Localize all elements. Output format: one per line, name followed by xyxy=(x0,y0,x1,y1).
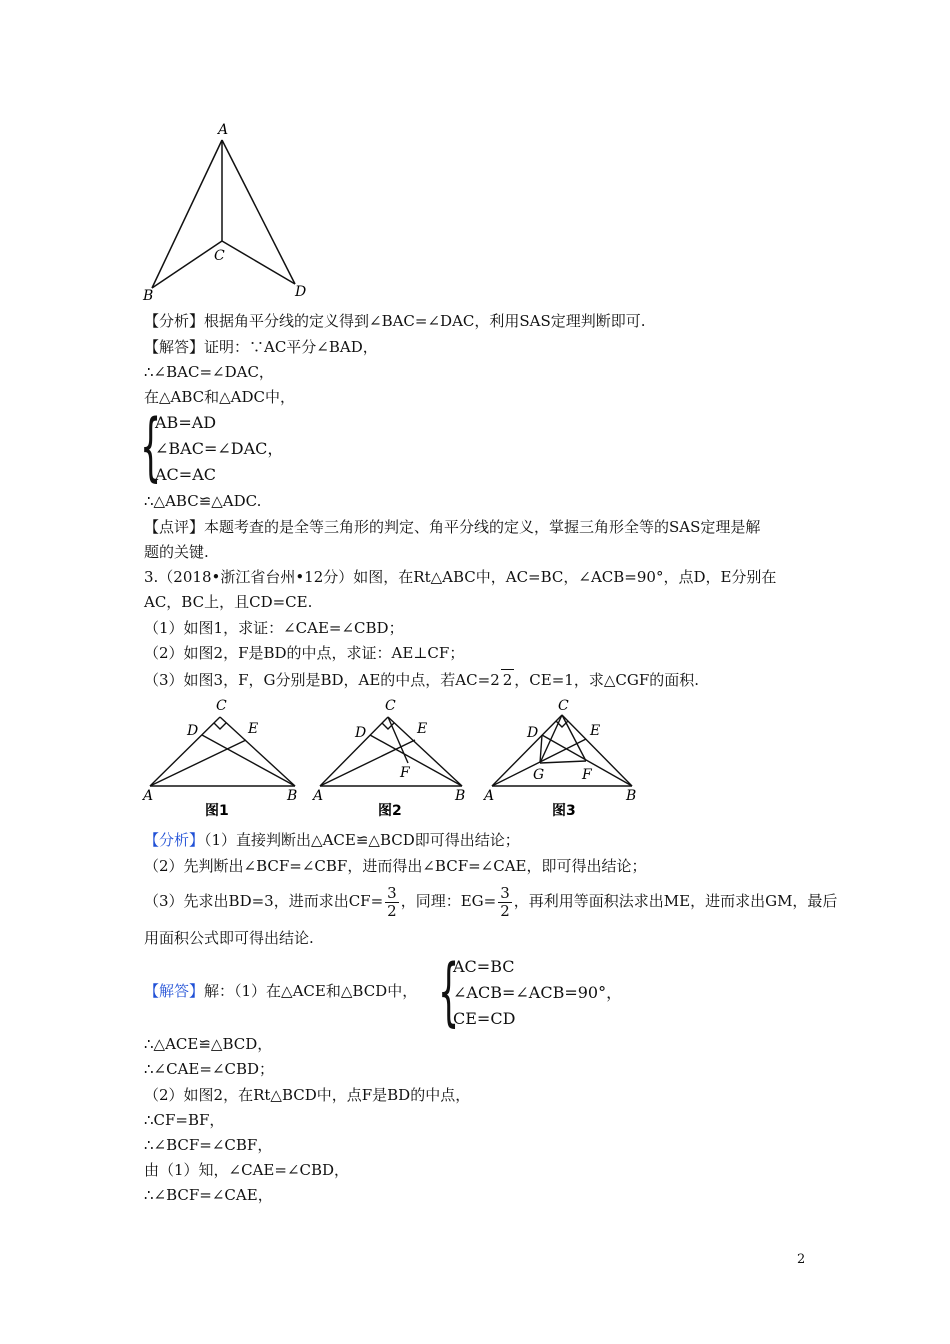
answer-3-l7: ∴∠BCF=∠CAE， xyxy=(144,1186,273,1204)
fraction-eg-num: 3 xyxy=(500,883,510,902)
system-1-eq2: ∠BAC=∠DAC， xyxy=(155,439,284,458)
fig2-label-f: F xyxy=(400,765,410,781)
answer-2-line1: 【解答】证明：∵AC平分∠BAD， xyxy=(144,338,378,356)
answer-3-l5: ∴∠BCF=∠CBF， xyxy=(144,1136,273,1154)
analysis-3-line3-c: ，再利用等面积法求出ME，进而求出GM，最后 xyxy=(513,892,838,910)
comment-2-line1: 【点评】本题考查的是全等三角形的判定、角平分线的定义，掌握三角形全等的SAS定理是解 xyxy=(144,518,761,536)
fig3-gf xyxy=(540,761,586,763)
sqrt-2: 2 xyxy=(502,671,513,689)
fig2-label-d: D xyxy=(355,725,367,741)
problem-3-part2: （2）如图2，F是BD的中点，求证：AE⊥CF； xyxy=(144,644,465,662)
segment-ab xyxy=(152,140,222,288)
answer-2-line2: ∴∠BAC=∠DAC， xyxy=(144,363,274,381)
analysis-3-line3-a: （3）先求出BD=3，进而求出CF= xyxy=(144,892,384,910)
fraction-cf-den: 2 xyxy=(387,901,397,920)
fraction-cf-num: 3 xyxy=(387,883,397,902)
answer-2-line4: ∴△ABC≌△ADC. xyxy=(144,492,262,510)
fig2-caption: 图2 xyxy=(378,803,402,819)
fig3-label-c: C xyxy=(558,698,569,714)
system-2-eq2: ∠ACB=∠ACB=90°， xyxy=(453,983,623,1002)
part3-post: ，CE=1，求△CGF的面积. xyxy=(514,671,699,689)
fig1-ac xyxy=(150,717,220,786)
fraction-cf xyxy=(385,885,399,920)
fig2-label-c: C xyxy=(385,698,396,714)
analysis-3-line1 xyxy=(144,830,520,850)
analysis-3-line3 xyxy=(144,882,837,920)
problem-3-stem2: AC，BC上，且CD=CE. xyxy=(144,593,313,611)
figure-3 xyxy=(480,693,650,823)
label-c: C xyxy=(214,248,225,264)
answer-3-intro xyxy=(144,981,417,1001)
analysis-3-line4: 用面积公式即可得出结论. xyxy=(144,929,314,947)
fig3-label-f: F xyxy=(582,767,592,783)
answer-3-intro-text: 解：（1）在△ACE和△BCD中， xyxy=(204,982,418,1000)
label-b: B xyxy=(143,288,154,304)
figure-1 xyxy=(140,693,310,823)
label-d: D xyxy=(295,284,307,300)
label-a: A xyxy=(218,122,229,138)
system-2-eq1: AC=BC xyxy=(453,957,515,976)
system-2 xyxy=(453,954,622,1032)
fig1-label-c: C xyxy=(216,698,227,714)
fig2-label-e: E xyxy=(417,721,428,737)
fraction-eg-den: 2 xyxy=(500,901,510,920)
answer-2-line3: 在△ABC和△ADC中， xyxy=(144,388,296,406)
answer-3-l2: ∴∠CAE=∠CBD； xyxy=(144,1060,275,1078)
fig3-label-e: E xyxy=(590,723,601,739)
fig1-label-a: A xyxy=(143,788,154,804)
fig3-label-a: A xyxy=(484,788,495,804)
answer-3-l3: （2）如图2，在Rt△BCD中，点F是BD的中点， xyxy=(144,1086,471,1104)
system-1-eq1: AB=AD xyxy=(155,413,217,432)
answer-3-tag: 【解答】 xyxy=(144,982,205,1000)
problem-3-stem1: 3.（2018•浙江省台州•12分）如图，在Rt△ABC中，AC=BC，∠ACB=90°，点D，E分别在 xyxy=(144,568,777,586)
brace-system-2: { xyxy=(438,949,460,1035)
system-1-eq3: AC=AC xyxy=(155,465,216,484)
part3-pre: （3）如图3，F，G分别是BD，AE的中点，若AC=2 xyxy=(144,671,500,689)
problem-3-part1: （1）如图1，求证：∠CAE=∠CBD； xyxy=(144,619,404,637)
brace-system-1: { xyxy=(140,404,162,490)
fig1-label-e: E xyxy=(248,721,259,737)
answer-3-l6: 由（1）知，∠CAE=∠CBD， xyxy=(144,1161,350,1179)
fig3-label-g: G xyxy=(533,767,545,783)
answer-3-l1: ∴△ACE≌△BCD， xyxy=(144,1035,273,1053)
fig2-cf xyxy=(388,717,408,763)
page-number: 2 xyxy=(797,1252,806,1267)
fig3-label-b: B xyxy=(626,788,637,804)
figure-kite-abcd xyxy=(130,118,330,308)
fig2-label-a: A xyxy=(313,788,324,804)
fig1-label-b: B xyxy=(287,788,298,804)
analysis-3-tag: 【分析】 xyxy=(144,831,205,849)
analysis-3-line2: （2）先判断出∠BCF=∠CBF，进而得出∠BCF=∠CAE，即可得出结论； xyxy=(144,857,647,875)
fig2-ac xyxy=(320,717,388,786)
comment-2-line2: 题的关键. xyxy=(144,543,209,561)
fraction-eg xyxy=(498,885,512,920)
system-1 xyxy=(155,410,283,488)
analysis-2: 【分析】根据角平分线的定义得到∠BAC=∠DAC，利用SAS定理判断即可. xyxy=(144,312,646,330)
fig3-cf xyxy=(562,715,586,761)
answer-3-l4: ∴CF=BF， xyxy=(144,1111,225,1129)
fig1-label-d: D xyxy=(187,723,199,739)
fig2-label-b: B xyxy=(455,788,466,804)
fig1-ae xyxy=(150,740,246,786)
figure-2 xyxy=(310,693,480,823)
system-2-eq3: CE=CD xyxy=(453,1009,516,1028)
fig3-label-d: D xyxy=(527,725,539,741)
analysis-3-text1: （1）直接判断出△ACE≌△BCD即可得出结论； xyxy=(204,831,520,849)
fig3-caption: 图3 xyxy=(552,803,576,819)
analysis-3-line3-b: ，同理：EG= xyxy=(400,892,497,910)
fig1-right-angle-mark xyxy=(214,723,226,729)
problem-3-part3 xyxy=(144,669,699,690)
fig1-caption: 图1 xyxy=(205,803,229,819)
